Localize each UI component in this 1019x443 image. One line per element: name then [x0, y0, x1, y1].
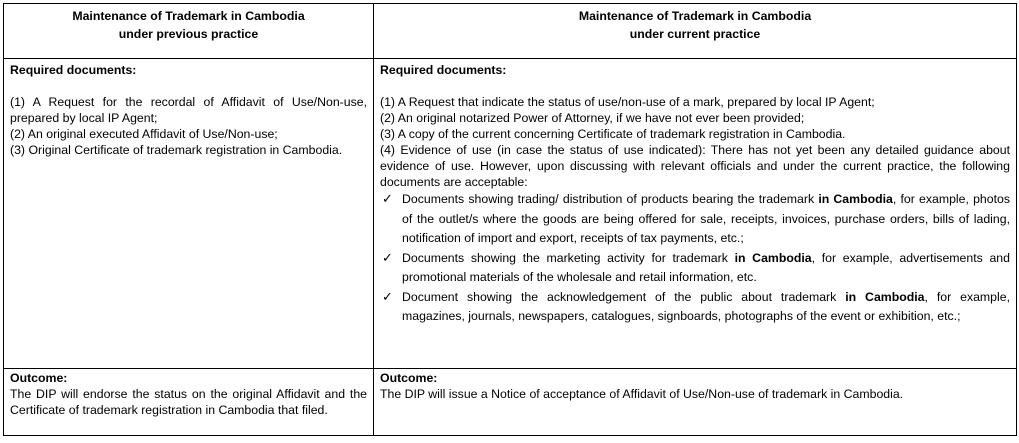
required-previous-item: (3) Original Certificate of trademark registration in Cambodia.	[10, 143, 343, 157]
check-icon: ✓	[382, 192, 393, 207]
outcome-current-text: The DIP will issue a Notice of acceptance of Affidavit of Use/Non-use of trademark in Cambodia.	[380, 387, 904, 401]
evidence-checklist	[380, 190, 1010, 327]
required-current-label: Required documents:	[380, 63, 507, 77]
checklist-item-emphasis: in Cambodia	[845, 289, 925, 304]
header-previous-subtitle: under previous practice	[118, 27, 259, 41]
header-current-subtitle: under current practice	[629, 27, 761, 41]
required-current-item: (3) A copy of the current concerning Certificate of trademark registration in Cambodia.	[380, 127, 846, 141]
header-current-practice	[374, 4, 1017, 59]
checklist-item-text: Documents showing trading/ distribution of products bearing the trademark	[402, 192, 819, 206]
required-previous-item: (2) An original executed Affidavit of Use/Non-use;	[10, 127, 278, 141]
checklist-item-emphasis: in Cambodia	[818, 192, 893, 206]
outcome-row	[4, 369, 1017, 436]
outcome-previous-text: The DIP will endorse the status on the original Affidavit and the Certificate of trademark registration in Cambodia that filed.	[10, 387, 367, 417]
header-row	[4, 4, 1017, 59]
checklist-item	[380, 190, 1010, 249]
outcome-current-label: Outcome:	[380, 371, 438, 385]
required-current-cell	[374, 59, 1017, 369]
checklist-item-text: Documents showing the marketing activity for trademark	[402, 250, 735, 265]
comparison-table	[3, 3, 1017, 436]
header-previous-practice	[4, 4, 374, 59]
check-icon: ✓	[382, 289, 393, 305]
header-previous-title: Maintenance of Trademark in Cambodia	[72, 9, 305, 23]
checklist-item-text: Document showing the acknowledgement of the public about trademark	[402, 289, 846, 304]
outcome-previous-cell	[4, 369, 374, 436]
check-icon: ✓	[382, 250, 393, 266]
required-current-item: (2) An original notarized Power of Attorney, if we have not ever been provided;	[380, 111, 805, 125]
required-current-item: (4) Evidence of use (in case the status of use indicated): There has not yet been any detailed guidance about evidence of use. However, upon discussing with relevant officials and under the current practice, the following documents are acceptable:	[380, 143, 1010, 189]
required-previous-item: (1) A Request for the recordal of Affidavit of Use/Non-use, prepared by local IP Agent;	[10, 95, 367, 125]
checklist-item-text: , for example, advertisements and promotional materials of the wholesale and retail information, etc.	[402, 250, 1010, 284]
required-documents-row	[4, 59, 1017, 369]
checklist-item	[380, 288, 1010, 327]
required-previous-cell	[4, 59, 374, 369]
header-current-title: Maintenance of Trademark in Cambodia	[578, 9, 812, 23]
outcome-current-cell	[374, 369, 1017, 436]
required-previous-label: Required documents:	[10, 63, 137, 77]
required-current-item: (1) A Request that indicate the status of use/non-use of a mark, prepared by local IP Agent;	[380, 95, 875, 109]
checklist-item-text: , for example, magazines, journals, newspapers, catalogues, signboards, photographs of the event or exhibition, etc.;	[402, 289, 1011, 323]
checklist-item	[380, 249, 1010, 288]
checklist-item-emphasis: in Cambodia	[734, 250, 812, 265]
checklist-item-text: , for example, photos of the outlet/s where the goods are being offered for sale, receipts, invoices, purchase orders, bills of lading, notification of import and export, receipts of tax payments, etc.;	[402, 192, 1010, 245]
outcome-previous-label: Outcome:	[10, 371, 68, 385]
